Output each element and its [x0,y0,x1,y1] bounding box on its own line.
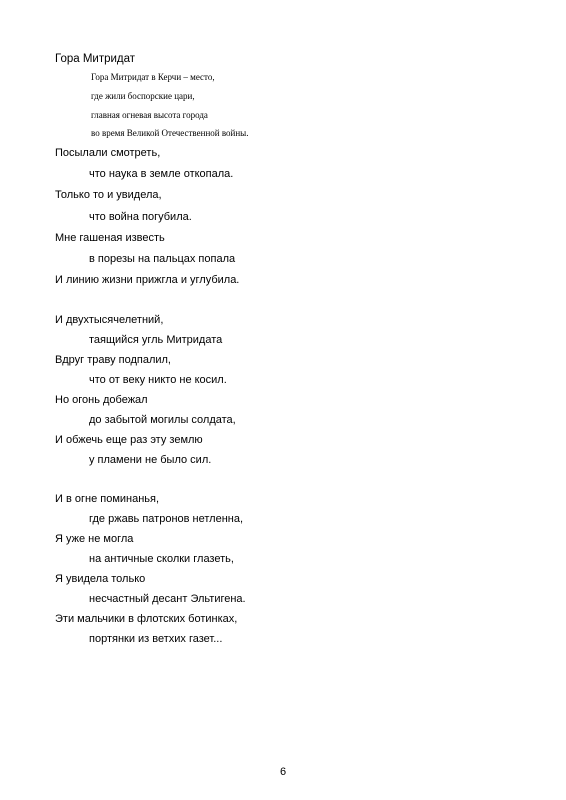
poem-line: И двухтысячелетний, [55,314,164,326]
poem-line: Вдруг траву подпалил, [55,354,171,366]
epigraph-line: во время Великой Отечественной войны. [91,128,249,138]
poem-line: в порезы на пальцах попала [89,253,236,265]
poem-line: И линию жизни прижгла и углубила. [55,274,240,286]
page-number: 6 [279,766,287,778]
poem-line: несчастный десант Эльтигена. [89,593,246,605]
poem-title: Гора Митридат [55,53,136,65]
poem-line: что наука в земле откопала. [89,168,234,180]
poem-line: что война погубила. [89,211,192,223]
epigraph-line: где жили боспорские цари, [91,91,195,101]
poem-line: Только то и увидела, [55,189,162,201]
epigraph-line: Гора Митридат в Керчи – место, [91,72,215,82]
poem-line: И в огне поминанья, [55,493,160,505]
poem-line: портянки из ветхих газет... [89,633,223,645]
poem-line: таящийся угль Митридата [89,334,223,346]
poem-line: Эти мальчики в флотских ботинках, [55,613,238,625]
poem-line: И обжечь еще раз эту землю [55,434,203,446]
epigraph-line: главная огневая высота города [91,110,208,120]
poem-line: Мне гашеная известь [55,232,165,244]
poem-line: Я уже не могла [55,533,134,545]
poem-line: на античные сколки глазеть, [89,553,234,565]
poem-line: Посылали смотреть, [55,147,161,159]
poem-line: где ржавь патронов нетленна, [89,513,244,525]
poem-line: у пламени не было сил. [89,454,212,466]
poem-line: до забытой могилы солдата, [89,414,236,426]
poem-line: что от веку никто не косил. [89,374,227,386]
poem-line: Но огонь добежал [55,394,148,406]
poem-line: Я увидела только [55,573,146,585]
